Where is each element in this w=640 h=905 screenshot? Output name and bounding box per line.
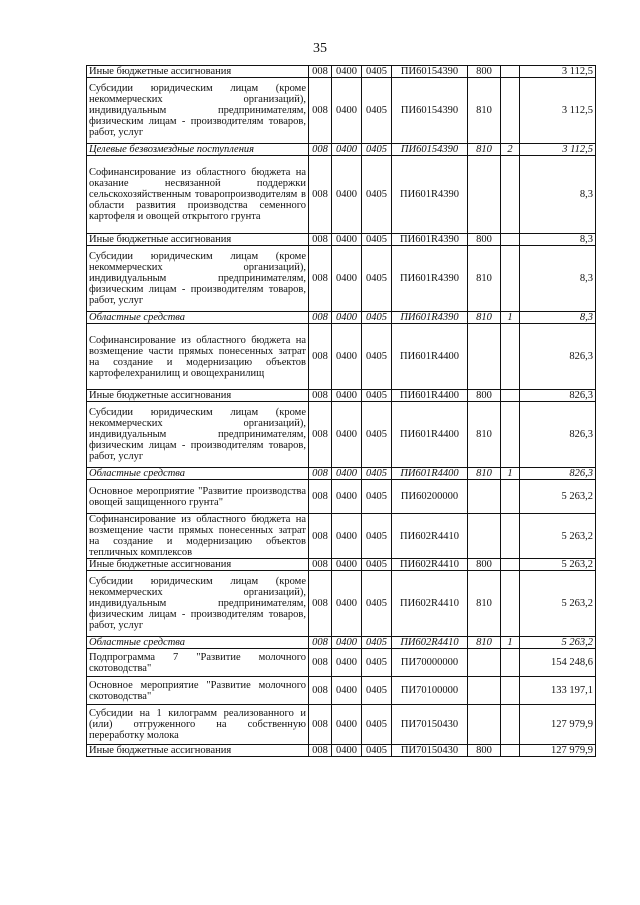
subsection-code: 0405 [362,480,392,514]
item-name: Субсидии юридическим лицам (кроме некоммерческих организаций), индивидуальным предпринимателям, физическим лицам - производителям товаров, работ, услуг [87,78,309,144]
expense-type-code: 800 [468,234,501,246]
section-code: 0400 [332,402,362,468]
amount: 826,3 [520,390,596,402]
subsection-code: 0405 [362,677,392,705]
section-code: 0400 [332,468,362,480]
target-article-code: ПИ601R4390 [392,246,468,312]
section-code: 0400 [332,66,362,78]
item-name: Иные бюджетные ассигнования [87,559,309,571]
amount: 8,3 [520,156,596,234]
ved-code: 008 [309,677,332,705]
table-row [87,745,596,757]
amount: 5 263,2 [520,480,596,514]
item-name: Областные средства [87,637,309,649]
subsection-code: 0405 [362,637,392,649]
table-row [87,234,596,246]
table-row [87,705,596,745]
amount: 154 248,6 [520,649,596,677]
target-article-code: ПИ60154390 [392,144,468,156]
section-code: 0400 [332,480,362,514]
ved-code: 008 [309,78,332,144]
subsection-code: 0405 [362,156,392,234]
ved-code: 008 [309,745,332,757]
section-code: 0400 [332,637,362,649]
item-name: Иные бюджетные ассигнования [87,66,309,78]
section-code: 0400 [332,649,362,677]
subsection-code: 0405 [362,514,392,559]
table-row [87,324,596,390]
amount: 3 112,5 [520,78,596,144]
amount: 3 112,5 [520,66,596,78]
expense-type-code [468,156,501,234]
page-number: 35 [313,41,327,56]
item-name: Основное мероприятие "Развитие молочного скотоводства" [87,677,309,705]
target-article-code: ПИ601R4400 [392,468,468,480]
table-row [87,144,596,156]
ved-code: 008 [309,559,332,571]
budget-table [86,65,596,757]
expense-type-code [468,649,501,677]
item-name: Софинансирование из областного бюджета на возмещение части прямых понесенных затрат на создание и модернизацию объектов картофелехранилищ и овощехранилищ [87,324,309,390]
target-article-code: ПИ601R4400 [392,390,468,402]
funding-source-code [501,234,520,246]
amount: 133 197,1 [520,677,596,705]
funding-source-code [501,78,520,144]
amount: 127 979,9 [520,705,596,745]
table-row [87,402,596,468]
ved-code: 008 [309,390,332,402]
amount: 127 979,9 [520,745,596,757]
expense-type-code: 800 [468,66,501,78]
target-article-code: ПИ602R4410 [392,514,468,559]
ved-code: 008 [309,705,332,745]
ved-code: 008 [309,144,332,156]
section-code: 0400 [332,246,362,312]
funding-source-code [501,66,520,78]
amount: 826,3 [520,402,596,468]
subsection-code: 0405 [362,705,392,745]
item-name: Иные бюджетные ассигнования [87,390,309,402]
expense-type-code: 810 [468,246,501,312]
funding-source-code [501,324,520,390]
target-article-code: ПИ601R4390 [392,312,468,324]
section-code: 0400 [332,78,362,144]
subsection-code: 0405 [362,78,392,144]
target-article-code: ПИ602R4410 [392,571,468,637]
subsection-code: 0405 [362,324,392,390]
amount: 826,3 [520,324,596,390]
ved-code: 008 [309,480,332,514]
table-row [87,468,596,480]
target-article-code: ПИ60154390 [392,66,468,78]
section-code: 0400 [332,390,362,402]
expense-type-code [468,514,501,559]
amount: 8,3 [520,246,596,312]
section-code: 0400 [332,312,362,324]
subsection-code: 0405 [362,390,392,402]
section-code: 0400 [332,144,362,156]
ved-code: 008 [309,571,332,637]
funding-source-code: 1 [501,312,520,324]
expense-type-code: 800 [468,745,501,757]
item-name: Подпрограмма 7 "Развитие молочного скотоводства" [87,649,309,677]
subsection-code: 0405 [362,571,392,637]
table-row [87,156,596,234]
section-code: 0400 [332,156,362,234]
amount: 3 112,5 [520,144,596,156]
funding-source-code [501,745,520,757]
target-article-code: ПИ70100000 [392,677,468,705]
expense-type-code [468,480,501,514]
funding-source-code [501,402,520,468]
subsection-code: 0405 [362,234,392,246]
ved-code: 008 [309,514,332,559]
funding-source-code [501,705,520,745]
subsection-code: 0405 [362,246,392,312]
table-row [87,78,596,144]
item-name: Целевые безвозмездные поступления [87,144,309,156]
table-row [87,312,596,324]
subsection-code: 0405 [362,559,392,571]
section-code: 0400 [332,745,362,757]
expense-type-code: 810 [468,312,501,324]
funding-source-code [501,246,520,312]
funding-source-code [501,514,520,559]
table-row [87,66,596,78]
item-name: Субсидии юридическим лицам (кроме некоммерческих организаций), индивидуальным предпринимателям, физическим лицам - производителям товаров, работ, услуг [87,571,309,637]
section-code: 0400 [332,514,362,559]
expense-type-code [468,324,501,390]
target-article-code: ПИ601R4390 [392,156,468,234]
expense-type-code: 810 [468,78,501,144]
funding-source-code [501,156,520,234]
item-name: Субсидии на 1 килограмм реализованного и (или) отгруженного на собственную переработку молока [87,705,309,745]
table-row [87,559,596,571]
funding-source-code [501,390,520,402]
expense-type-code: 810 [468,468,501,480]
item-name: Областные средства [87,312,309,324]
table-row [87,480,596,514]
funding-source-code: 1 [501,468,520,480]
target-article-code: ПИ60154390 [392,78,468,144]
ved-code: 008 [309,156,332,234]
section-code: 0400 [332,234,362,246]
item-name: Иные бюджетные ассигнования [87,234,309,246]
funding-source-code [501,559,520,571]
target-article-code: ПИ601R4400 [392,324,468,390]
section-code: 0400 [332,324,362,390]
subsection-code: 0405 [362,649,392,677]
target-article-code: ПИ70150430 [392,745,468,757]
amount: 826,3 [520,468,596,480]
target-article-code: ПИ602R4410 [392,637,468,649]
expense-type-code: 810 [468,402,501,468]
funding-source-code [501,649,520,677]
subsection-code: 0405 [362,468,392,480]
table-row [87,677,596,705]
target-article-code: ПИ70150430 [392,705,468,745]
section-code: 0400 [332,571,362,637]
item-name: Софинансирование из областного бюджета на оказание несвязанной поддержки сельскохозяйственным товаропроизводителям в области развития производства семенного картофеля и овощей открытого грунта [87,156,309,234]
ved-code: 008 [309,468,332,480]
expense-type-code: 810 [468,571,501,637]
amount: 5 263,2 [520,571,596,637]
target-article-code: ПИ70000000 [392,649,468,677]
section-code: 0400 [332,559,362,571]
ved-code: 008 [309,649,332,677]
table-row [87,637,596,649]
subsection-code: 0405 [362,745,392,757]
expense-type-code: 800 [468,390,501,402]
target-article-code: ПИ601R4390 [392,234,468,246]
table-row [87,571,596,637]
ved-code: 008 [309,234,332,246]
item-name: Субсидии юридическим лицам (кроме некоммерческих организаций), индивидуальным предпринимателям, физическим лицам - производителям товаров, работ, услуг [87,402,309,468]
subsection-code: 0405 [362,312,392,324]
amount: 8,3 [520,312,596,324]
expense-type-code: 800 [468,559,501,571]
funding-source-code [501,571,520,637]
item-name: Субсидии юридическим лицам (кроме некоммерческих организаций), индивидуальным предпринимателям, физическим лицам - производителям товаров, работ, услуг [87,246,309,312]
table-row [87,649,596,677]
target-article-code: ПИ60200000 [392,480,468,514]
funding-source-code [501,480,520,514]
subsection-code: 0405 [362,66,392,78]
ved-code: 008 [309,324,332,390]
table-row [87,390,596,402]
item-name: Основное мероприятие "Развитие производства овощей защищенного грунта" [87,480,309,514]
amount: 5 263,2 [520,559,596,571]
item-name: Софинансирование из областного бюджета на возмещение части прямых понесенных затрат на создание и модернизацию объектов тепличных комплексов [87,514,309,559]
ved-code: 008 [309,402,332,468]
funding-source-code [501,677,520,705]
ved-code: 008 [309,246,332,312]
ved-code: 008 [309,312,332,324]
section-code: 0400 [332,677,362,705]
target-article-code: ПИ602R4410 [392,559,468,571]
target-article-code: ПИ601R4400 [392,402,468,468]
item-name: Областные средства [87,468,309,480]
item-name: Иные бюджетные ассигнования [87,745,309,757]
expense-type-code [468,705,501,745]
amount: 8,3 [520,234,596,246]
amount: 5 263,2 [520,637,596,649]
table-row [87,514,596,559]
expense-type-code: 810 [468,637,501,649]
ved-code: 008 [309,66,332,78]
ved-code: 008 [309,637,332,649]
table-body [87,66,596,757]
subsection-code: 0405 [362,144,392,156]
section-code: 0400 [332,705,362,745]
amount: 5 263,2 [520,514,596,559]
expense-type-code [468,677,501,705]
expense-type-code: 810 [468,144,501,156]
subsection-code: 0405 [362,402,392,468]
table-row [87,246,596,312]
funding-source-code: 2 [501,144,520,156]
funding-source-code: 1 [501,637,520,649]
